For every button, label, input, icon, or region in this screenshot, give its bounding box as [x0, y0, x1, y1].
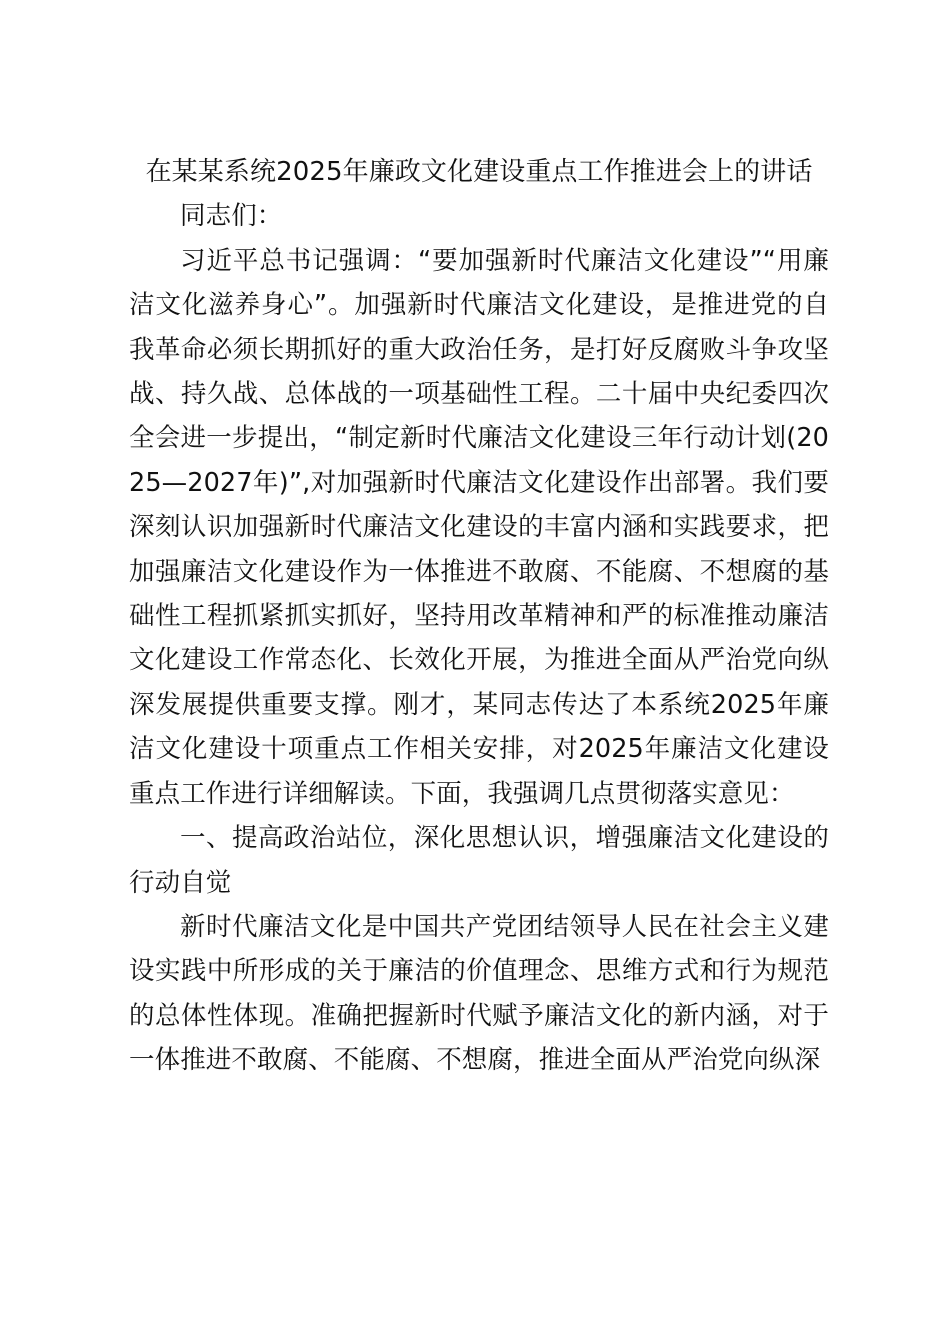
- paragraph-section-1: 新时代廉洁文化是中国共产党团结领导人民在社会主义建设实践中所形成的关于廉洁的价值理念、思维方式和行为规范的总体性体现。准确把握新时代赋予廉洁文化的新内涵，对于一体推进不敢腐、不能腐、不想腐，推进全面从严治党向纵深: [129, 911, 829, 1076]
- section-heading-1: 一、提高政治站位，深化思想认识，增强廉洁文化建设的行动自觉: [129, 823, 829, 898]
- salutation: 同志们：: [180, 201, 283, 232]
- document-body: [129, 150, 829, 1083]
- paragraph-intro: 习近平总书记强调：“要加强新时代廉洁文化建设”“用廉洁文化滋养身心”。加强新时代廉洁文化建设，是推进党的自我革命必须长期抓好的重大政治任务，是打好反腐败斗争攻坚战、持久战、总体战的一项基础性工程。二十届中央纪委四次全会进一步提出，“制定新时代廉洁文化建设三年行动计划(2025—2027年)”,对加强新时代廉洁文化建设作出部署。我们要深刻认识加强新时代廉洁文化建设的丰富内涵和实践要求，把加强廉洁文化建设作为一体推进不敢腐、不能腐、不想腐的基础性工程抓紧抓实抓好，坚持用改革精神和严的标准推动廉洁文化建设工作常态化、长效化开展，为推进全面从严治党向纵深发展提供重要支撑。刚才，某同志传达了本系统2025年廉洁文化建设十项重点工作相关安排，对2025年廉洁文化建设重点工作进行详细解读。下面，我强调几点贯彻落实意见：: [129, 245, 829, 809]
- document-title: 在某某系统2025年廉政文化建设重点工作推进会上的讲话: [145, 157, 813, 187]
